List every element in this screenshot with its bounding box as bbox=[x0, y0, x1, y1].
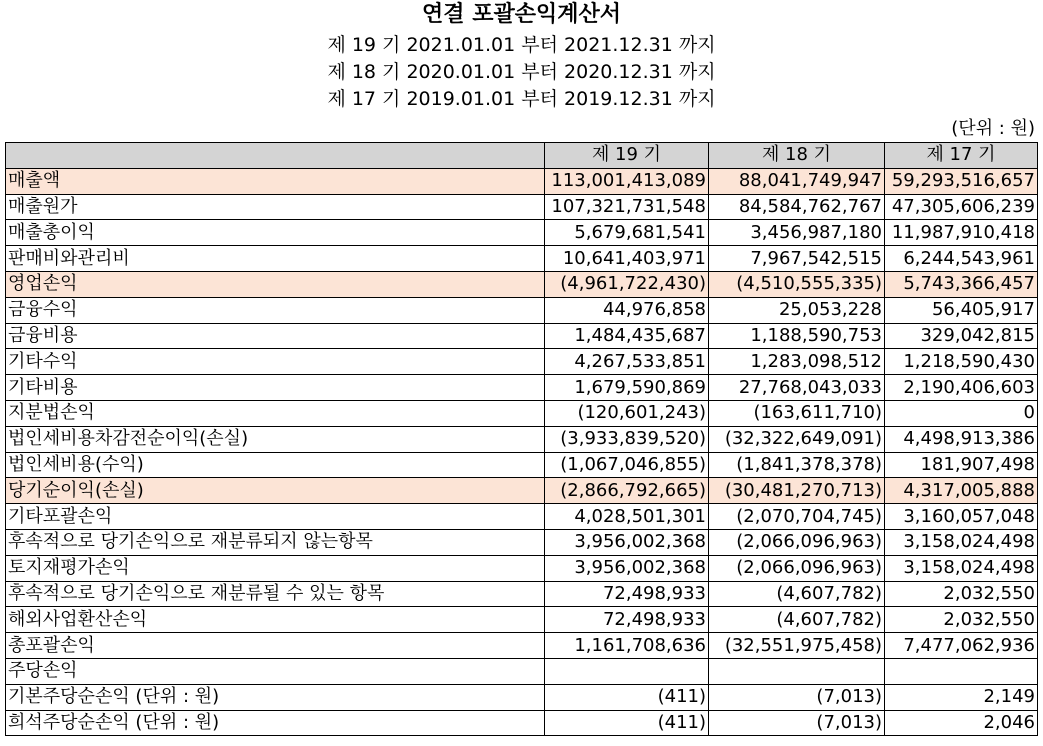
value-v17: 5,743,366,457 bbox=[885, 271, 1038, 297]
table-row bbox=[6, 684, 1038, 710]
value-v19: 72,498,933 bbox=[545, 581, 709, 607]
table-row bbox=[6, 246, 1038, 272]
row-label: 후속적으로 당기손익으로 재분류될 수 있는 항목 bbox=[6, 581, 545, 607]
value-v17: 0 bbox=[885, 400, 1038, 426]
value-v17: 56,405,917 bbox=[885, 297, 1038, 323]
row-label: 해외사업환산손익 bbox=[6, 607, 545, 633]
value-v18: (4,510,555,335) bbox=[709, 271, 885, 297]
table-row bbox=[6, 633, 1038, 659]
header-item bbox=[6, 143, 545, 169]
value-v18: (7,013) bbox=[709, 710, 885, 736]
value-v18: 7,967,542,515 bbox=[709, 246, 885, 272]
value-v19: 10,641,403,971 bbox=[545, 246, 709, 272]
table-row bbox=[6, 375, 1038, 401]
value-v19: (3,933,839,520) bbox=[545, 426, 709, 452]
value-v19: 1,484,435,687 bbox=[545, 323, 709, 349]
value-v17: 7,477,062,936 bbox=[885, 633, 1038, 659]
value-v19: 1,679,590,869 bbox=[545, 375, 709, 401]
header-period-17: 제 17 기 bbox=[885, 143, 1038, 169]
value-v19: (1,067,046,855) bbox=[545, 452, 709, 478]
value-v18: (32,551,975,458) bbox=[709, 633, 885, 659]
row-label: 기타포괄손익 bbox=[6, 504, 545, 530]
header-period-18: 제 18 기 bbox=[709, 143, 885, 169]
table-row bbox=[6, 220, 1038, 246]
row-label: 기본주당순손익 (단위 : 원) bbox=[6, 684, 545, 710]
row-label: 매출원가 bbox=[6, 194, 545, 220]
row-label: 토지재평가손익 bbox=[6, 555, 545, 581]
value-v19: 4,028,501,301 bbox=[545, 504, 709, 530]
value-v18: (4,607,782) bbox=[709, 581, 885, 607]
value-v17: 329,042,815 bbox=[885, 323, 1038, 349]
table-row bbox=[6, 323, 1038, 349]
value-v18: 1,188,590,753 bbox=[709, 323, 885, 349]
value-v17: 1,218,590,430 bbox=[885, 349, 1038, 375]
value-v19 bbox=[545, 658, 709, 684]
value-v18: (163,611,710) bbox=[709, 400, 885, 426]
table-row bbox=[6, 555, 1038, 581]
table-row bbox=[6, 194, 1038, 220]
table-row bbox=[6, 400, 1038, 426]
table-row bbox=[6, 529, 1038, 555]
row-label: 영업손익 bbox=[6, 271, 545, 297]
unit-label: (단위 : 원) bbox=[951, 118, 1035, 139]
table-row bbox=[6, 452, 1038, 478]
value-v19: (411) bbox=[545, 684, 709, 710]
table-header-row bbox=[6, 143, 1038, 169]
row-label: 법인세비용차감전순이익(손실) bbox=[6, 426, 545, 452]
row-label: 법인세비용(수익) bbox=[6, 452, 545, 478]
table-body bbox=[6, 168, 1038, 736]
value-v17: 6,244,543,961 bbox=[885, 246, 1038, 272]
value-v18: 27,768,043,033 bbox=[709, 375, 885, 401]
value-v19: 72,498,933 bbox=[545, 607, 709, 633]
value-v18 bbox=[709, 658, 885, 684]
value-v17: 2,046 bbox=[885, 710, 1038, 736]
row-label: 희석주당순손익 (단위 : 원) bbox=[6, 710, 545, 736]
value-v17: 11,987,910,418 bbox=[885, 220, 1038, 246]
row-label: 당기순이익(손실) bbox=[6, 478, 545, 504]
value-v18: (7,013) bbox=[709, 684, 885, 710]
value-v18: (2,066,096,963) bbox=[709, 529, 885, 555]
value-v17: 2,149 bbox=[885, 684, 1038, 710]
value-v17 bbox=[885, 658, 1038, 684]
table-row bbox=[6, 581, 1038, 607]
value-v19: (4,961,722,430) bbox=[545, 271, 709, 297]
value-v17: 2,032,550 bbox=[885, 607, 1038, 633]
value-v17: 3,158,024,498 bbox=[885, 555, 1038, 581]
value-v18: 84,584,762,767 bbox=[709, 194, 885, 220]
row-label: 기타비용 bbox=[6, 375, 545, 401]
value-v19: 1,161,708,636 bbox=[545, 633, 709, 659]
value-v19: (2,866,792,665) bbox=[545, 478, 709, 504]
table-row bbox=[6, 349, 1038, 375]
value-v19: 44,976,858 bbox=[545, 297, 709, 323]
value-v18: (32,322,649,091) bbox=[709, 426, 885, 452]
value-v17: 3,160,057,048 bbox=[885, 504, 1038, 530]
period-line-19: 제 19 기 2021.01.01 부터 2021.12.31 까지 bbox=[327, 34, 716, 56]
row-label: 판매비와관리비 bbox=[6, 246, 545, 272]
statement-title: 연결 포괄손익계산서 bbox=[422, 2, 621, 27]
value-v19: 3,956,002,368 bbox=[545, 555, 709, 581]
table-row bbox=[6, 426, 1038, 452]
row-label: 매출총이익 bbox=[6, 220, 545, 246]
value-v18: 88,041,749,947 bbox=[709, 168, 885, 194]
row-label: 금융수익 bbox=[6, 297, 545, 323]
income-statement-table bbox=[5, 142, 1038, 736]
value-v19: 4,267,533,851 bbox=[545, 349, 709, 375]
value-v17: 59,293,516,657 bbox=[885, 168, 1038, 194]
value-v19: (411) bbox=[545, 710, 709, 736]
table-row bbox=[6, 710, 1038, 736]
table-row bbox=[6, 297, 1038, 323]
table-row bbox=[6, 658, 1038, 684]
value-v19: 5,679,681,541 bbox=[545, 220, 709, 246]
table-row bbox=[6, 504, 1038, 530]
value-v19: (120,601,243) bbox=[545, 400, 709, 426]
table-row bbox=[6, 168, 1038, 194]
value-v17: 47,305,606,239 bbox=[885, 194, 1038, 220]
value-v18: (2,066,096,963) bbox=[709, 555, 885, 581]
value-v18: 25,053,228 bbox=[709, 297, 885, 323]
row-label: 주당손익 bbox=[6, 658, 545, 684]
value-v19: 3,956,002,368 bbox=[545, 529, 709, 555]
row-label: 매출액 bbox=[6, 168, 545, 194]
value-v17: 4,498,913,386 bbox=[885, 426, 1038, 452]
table-row bbox=[6, 271, 1038, 297]
value-v18: (4,607,782) bbox=[709, 607, 885, 633]
value-v18: (30,481,270,713) bbox=[709, 478, 885, 504]
value-v19: 113,001,413,089 bbox=[545, 168, 709, 194]
row-label: 총포괄손익 bbox=[6, 633, 545, 659]
table-row bbox=[6, 478, 1038, 504]
row-label: 기타수익 bbox=[6, 349, 545, 375]
period-line-18: 제 18 기 2020.01.01 부터 2020.12.31 까지 bbox=[327, 61, 716, 83]
value-v17: 4,317,005,888 bbox=[885, 478, 1038, 504]
value-v18: 3,456,987,180 bbox=[709, 220, 885, 246]
row-label: 후속적으로 당기손익으로 재분류되지 않는항목 bbox=[6, 529, 545, 555]
value-v17: 2,032,550 bbox=[885, 581, 1038, 607]
table-row bbox=[6, 607, 1038, 633]
row-label: 금융비용 bbox=[6, 323, 545, 349]
header-period-19: 제 19 기 bbox=[545, 143, 709, 169]
value-v18: 1,283,098,512 bbox=[709, 349, 885, 375]
value-v19: 107,321,731,548 bbox=[545, 194, 709, 220]
value-v17: 181,907,498 bbox=[885, 452, 1038, 478]
value-v17: 3,158,024,498 bbox=[885, 529, 1038, 555]
value-v17: 2,190,406,603 bbox=[885, 375, 1038, 401]
row-label: 지분법손익 bbox=[6, 400, 545, 426]
period-line-17: 제 17 기 2019.01.01 부터 2019.12.31 까지 bbox=[327, 88, 716, 110]
value-v18: (1,841,378,378) bbox=[709, 452, 885, 478]
value-v18: (2,070,704,745) bbox=[709, 504, 885, 530]
